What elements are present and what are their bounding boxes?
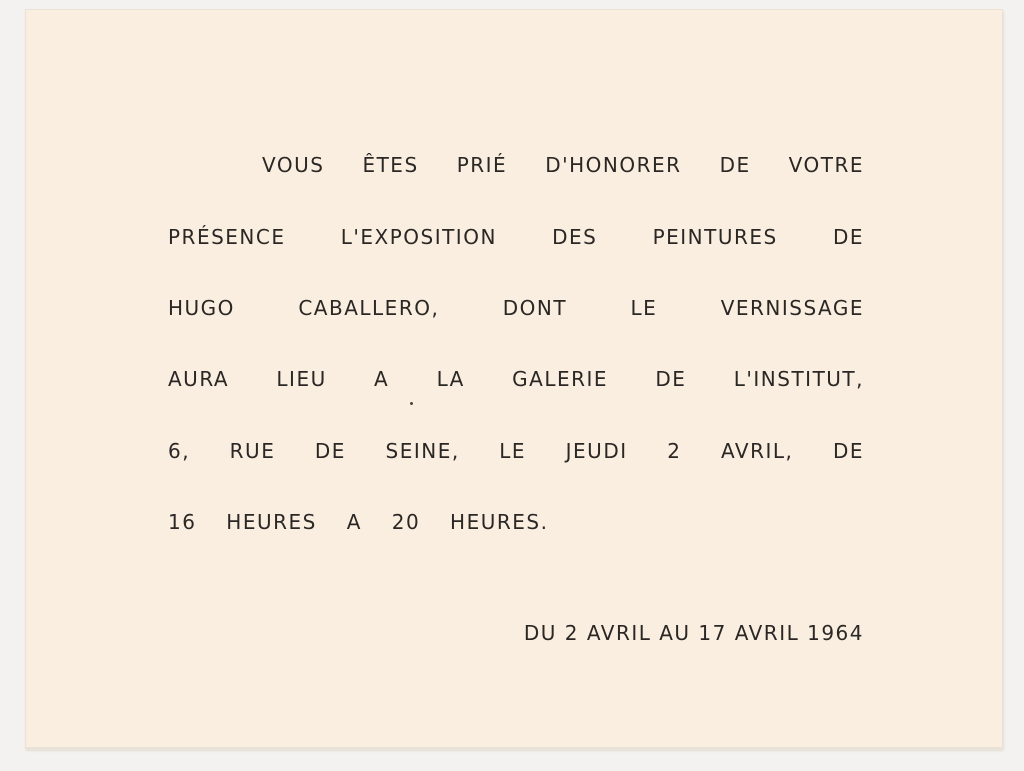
invitation-card (26, 10, 1002, 748)
exhibition-dates: DU 2 AVRIL AU 17 AVRIL 1964 (523, 621, 864, 645)
paper-speck (410, 402, 413, 405)
invitation-line-4: AURA LIEU A LA GALERIE DE L'INSTITUT, (168, 367, 864, 391)
invitation-line-3: HUGO CABALLERO, DONT LE VERNISSAGE (168, 296, 864, 320)
invitation-line-5: 6, RUE DE SEINE, LE JEUDI 2 AVRIL, DE (168, 439, 864, 463)
invitation-line-2: PRÉSENCE L'EXPOSITION DES PEINTURES DE (168, 225, 864, 249)
invitation-line-6: 16 HEURES A 20 HEURES. (168, 510, 549, 534)
invitation-line-1: VOUS ÊTES PRIÉ D'HONORER DE VOTRE (262, 153, 864, 177)
card-edge-shadow (26, 747, 1002, 751)
